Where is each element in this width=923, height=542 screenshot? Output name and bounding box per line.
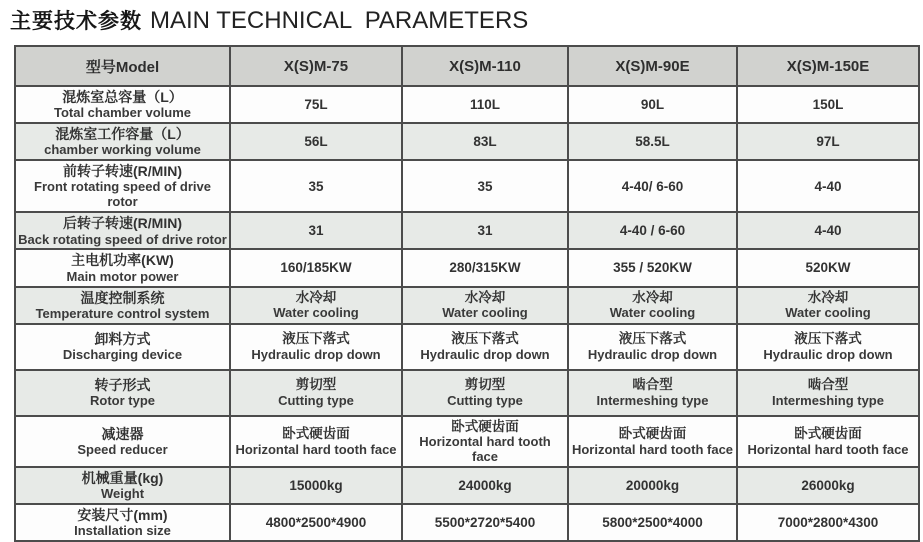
table-header bbox=[15, 46, 919, 86]
table-row-total-chamber-volume bbox=[15, 86, 919, 123]
value-cell bbox=[737, 86, 919, 123]
param-cell bbox=[15, 324, 230, 370]
value-text: 卧式硬齿面 bbox=[794, 426, 862, 442]
value-text: 液压下落式 bbox=[794, 331, 862, 347]
value-cell bbox=[568, 86, 737, 123]
value-subtext: Intermeshing type bbox=[596, 392, 709, 408]
value-subtext: Water cooling bbox=[785, 305, 871, 321]
value-cell bbox=[402, 86, 568, 123]
param-label-en: Speed reducer bbox=[77, 442, 168, 458]
param-label-en: Back rotating speed of drive rotor bbox=[18, 231, 227, 247]
value-cell bbox=[402, 287, 568, 324]
value-text: 15000kg bbox=[289, 477, 343, 493]
value-cell bbox=[737, 467, 919, 504]
page-title bbox=[0, 0, 923, 35]
model-header-xsm90e: X(S)M-90E bbox=[568, 46, 737, 86]
param-cell bbox=[15, 123, 230, 160]
value-text: 水冷却 bbox=[807, 289, 849, 305]
value-cell bbox=[568, 324, 737, 370]
model-label-cell: 型号Model bbox=[15, 46, 230, 86]
value-cell bbox=[568, 123, 737, 160]
table-row-chamber-working-volume bbox=[15, 123, 919, 160]
value-cell bbox=[230, 212, 402, 249]
value-text: 24000kg bbox=[458, 477, 512, 493]
value-cell bbox=[402, 467, 568, 504]
value-text: 水冷却 bbox=[632, 289, 673, 305]
param-label-zh: 卸料方式 bbox=[94, 331, 151, 348]
value-text: 5800*2500*4000 bbox=[602, 515, 703, 531]
model-header-xsm75: X(S)M-75 bbox=[230, 46, 402, 86]
value-subtext: Water cooling bbox=[609, 305, 696, 321]
table-row-temperature-control bbox=[15, 287, 919, 324]
table-row-front-rotor-speed bbox=[15, 160, 919, 212]
param-cell bbox=[15, 287, 230, 324]
value-text: 56L bbox=[304, 133, 328, 149]
value-cell bbox=[402, 160, 568, 212]
value-cell bbox=[568, 249, 737, 286]
param-label-zh: 后转子转速(R/MIN) bbox=[63, 215, 182, 232]
value-cell bbox=[737, 324, 919, 370]
value-subtext: Water cooling bbox=[273, 305, 359, 321]
value-text: 20000kg bbox=[625, 477, 680, 493]
value-text: 31 bbox=[477, 223, 493, 239]
value-text: 卧式硬齿面 bbox=[618, 426, 687, 442]
table-row-main-motor-power bbox=[15, 249, 919, 286]
param-label-en: Temperature control system bbox=[35, 305, 210, 321]
value-cell bbox=[402, 249, 568, 286]
value-text: 75L bbox=[304, 96, 328, 112]
value-text: 水冷却 bbox=[464, 289, 506, 305]
value-text: 卧式硬齿面 bbox=[282, 426, 350, 442]
param-label-zh: 混炼室总容量（L） bbox=[62, 89, 183, 105]
value-cell bbox=[568, 504, 737, 541]
value-cell bbox=[737, 123, 919, 160]
main-technical-parameters-table bbox=[14, 45, 920, 542]
value-text: 4-40/ 6-60 bbox=[621, 178, 684, 194]
param-label-en: Rotor type bbox=[90, 393, 155, 409]
value-cell bbox=[402, 370, 568, 416]
value-cell bbox=[737, 249, 919, 286]
value-cell bbox=[230, 160, 402, 212]
param-label-en: Total chamber volume bbox=[53, 105, 191, 121]
param-cell bbox=[15, 504, 230, 541]
param-label-en: Weight bbox=[100, 486, 145, 502]
value-cell bbox=[568, 467, 737, 504]
value-cell bbox=[737, 504, 919, 541]
param-label-en: Front rotating speed of drive rotor bbox=[34, 179, 211, 210]
value-text: 4-40 / 6-60 bbox=[619, 223, 686, 239]
value-cell bbox=[230, 370, 402, 416]
value-text: 液压下落式 bbox=[618, 331, 687, 347]
value-text: 啮合型 bbox=[632, 377, 673, 393]
value-text: 35 bbox=[477, 178, 493, 194]
param-cell bbox=[15, 212, 230, 249]
param-label-en: Discharging device bbox=[62, 347, 183, 363]
value-text: 液压下落式 bbox=[451, 331, 519, 347]
value-cell bbox=[402, 416, 568, 467]
value-subtext: Horizontal hard tooth face bbox=[571, 441, 734, 457]
value-cell bbox=[568, 416, 737, 467]
value-text: 90L bbox=[640, 96, 665, 112]
param-label-zh: 混炼室工作容量（L） bbox=[55, 126, 190, 143]
value-cell bbox=[737, 160, 919, 212]
value-subtext: Horizontal hard tooth face bbox=[747, 441, 909, 457]
value-cell bbox=[230, 416, 402, 467]
value-text: 26000kg bbox=[801, 477, 855, 493]
value-cell bbox=[737, 212, 919, 249]
param-label-zh: 转子形式 bbox=[94, 377, 151, 394]
value-text: 31 bbox=[308, 223, 324, 239]
value-cell bbox=[402, 504, 568, 541]
value-subtext: Intermeshing type bbox=[772, 392, 884, 408]
value-text: 剪切型 bbox=[464, 377, 506, 393]
value-cell bbox=[230, 504, 402, 541]
value-cell bbox=[402, 212, 568, 249]
header-row bbox=[15, 46, 919, 86]
param-cell bbox=[15, 370, 230, 416]
value-cell bbox=[568, 160, 737, 212]
param-label-zh: 前转子转速(R/MIN) bbox=[63, 163, 182, 180]
value-text: 7000*2800*4300 bbox=[777, 515, 879, 531]
value-text: 4800*2500*4900 bbox=[265, 515, 367, 531]
table-row-back-rotor-speed bbox=[15, 212, 919, 249]
value-text: 110L bbox=[469, 96, 501, 112]
value-subtext: Hydraulic drop down bbox=[251, 346, 381, 362]
value-text: 58.5L bbox=[635, 133, 670, 149]
value-text: 水冷却 bbox=[295, 289, 337, 305]
value-text: 355 / 520KW bbox=[613, 260, 692, 276]
value-subtext: Hydraulic drop down bbox=[587, 346, 718, 362]
value-cell bbox=[230, 249, 402, 286]
param-label-zh: 温度控制系统 bbox=[80, 289, 165, 306]
table-body bbox=[15, 86, 919, 541]
param-cell bbox=[15, 249, 230, 286]
param-cell bbox=[15, 86, 230, 123]
value-subtext: Water cooling bbox=[442, 305, 528, 321]
value-cell bbox=[402, 324, 568, 370]
page-title-en: MAIN TECHNICAL PARAMETERS bbox=[150, 7, 529, 34]
param-label-zh: 机械重量(kg) bbox=[81, 470, 164, 487]
param-label-en: chamber working volume bbox=[44, 142, 201, 158]
table-row-rotor-type bbox=[15, 370, 919, 416]
param-cell bbox=[15, 416, 230, 467]
param-label-zh: 主电机功率(KW) bbox=[71, 252, 174, 269]
value-subtext: Hydraulic drop down bbox=[420, 346, 550, 362]
value-cell bbox=[230, 324, 402, 370]
value-subtext: Cutting type bbox=[447, 392, 523, 408]
value-cell bbox=[568, 370, 737, 416]
value-subtext: Cutting type bbox=[278, 392, 354, 408]
value-subtext: Hydraulic drop down bbox=[763, 346, 893, 362]
value-text: 520KW bbox=[805, 260, 851, 276]
value-text: 150L bbox=[812, 96, 844, 112]
value-text: 83L bbox=[473, 133, 497, 149]
value-text: 液压下落式 bbox=[282, 331, 350, 347]
value-cell bbox=[230, 467, 402, 504]
param-cell bbox=[15, 160, 230, 212]
value-cell bbox=[230, 123, 402, 160]
value-cell bbox=[230, 86, 402, 123]
value-text: 4-40 bbox=[814, 178, 842, 194]
value-cell bbox=[568, 212, 737, 249]
value-subtext: Horizontal hard tooth face bbox=[235, 441, 397, 457]
model-header-xsm110: X(S)M-110 bbox=[402, 46, 568, 86]
value-cell bbox=[402, 123, 568, 160]
value-text: 160/185KW bbox=[280, 260, 352, 276]
param-label-zh: 安装尺寸(mm) bbox=[77, 507, 168, 524]
value-text: 35 bbox=[308, 178, 324, 194]
value-cell bbox=[737, 416, 919, 467]
value-cell bbox=[230, 287, 402, 324]
value-text: 97L bbox=[816, 133, 840, 149]
param-label-en: Main motor power bbox=[66, 268, 179, 284]
param-label-en: Installation size bbox=[74, 523, 171, 539]
value-text: 卧式硬齿面 bbox=[451, 418, 519, 434]
value-text: 5500*2720*5400 bbox=[434, 515, 536, 531]
page-title-zh: 主要技术参数 bbox=[10, 10, 142, 33]
model-header-xsm150e: X(S)M-150E bbox=[737, 46, 919, 86]
value-cell bbox=[737, 370, 919, 416]
value-text: 啮合型 bbox=[807, 377, 849, 393]
table-row-installation-size bbox=[15, 504, 919, 541]
table-row-discharging-device bbox=[15, 324, 919, 370]
value-text: 剪切型 bbox=[295, 377, 337, 393]
table-row-weight bbox=[15, 467, 919, 504]
table-row-speed-reducer bbox=[15, 416, 919, 467]
param-label-zh: 减速器 bbox=[101, 425, 144, 442]
value-text: 4-40 bbox=[814, 223, 842, 239]
value-cell bbox=[568, 287, 737, 324]
value-text: 280/315KW bbox=[449, 260, 521, 276]
param-cell bbox=[15, 467, 230, 504]
value-subtext: Horizontal hard tooth face bbox=[419, 434, 551, 465]
value-cell bbox=[737, 287, 919, 324]
